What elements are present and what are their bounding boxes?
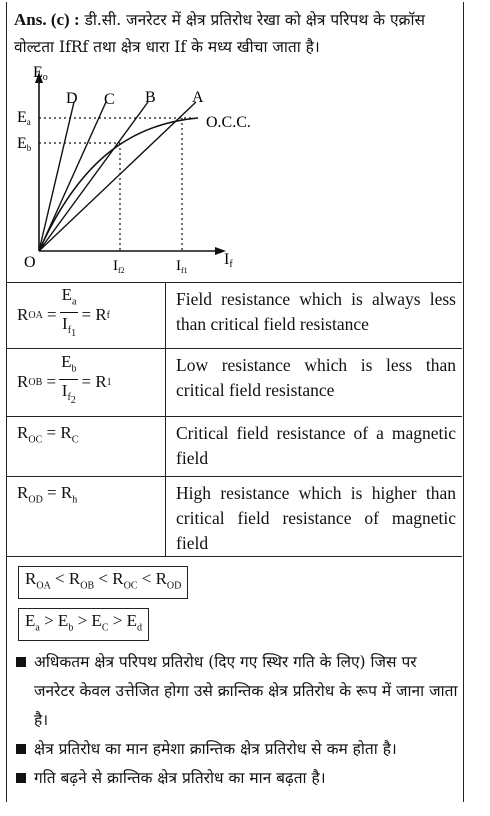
line-A [39,102,196,251]
occ-curve [39,118,198,251]
description-cell: Low resistance which is less than critical field resistance [166,349,463,417]
label-B: B [145,89,156,106]
x-axis-label: If [224,251,233,270]
ea-label: Ea [17,109,31,127]
if1-label: $I_{f1}$ [176,258,188,275]
answer-label: Ans. (c) : [14,10,80,29]
formula-cell: R OA = $\frac{E_a}{I_{f_1}}$ = R f [7,283,166,349]
label-C: C [104,91,115,108]
list-item: गति बढ़ने से क्रान्तिक क्षेत्र प्रतिरोध का मान बढ़ता है। [14,764,458,793]
label-D: D [66,90,78,107]
bullet-list [14,648,458,793]
formula-cell: $R_{OC} = R_C$ [7,417,166,477]
origin-label: O [24,254,36,271]
y-axis-label: Eo [33,64,48,83]
field-resistance-graph [8,64,456,282]
formula-cell: $R_{OD} = R_h$ [7,477,166,557]
square-bullet-icon [16,744,26,754]
voltage-relation: $E_a > E_b > E_C > E_d$ [18,608,149,641]
table-row [7,417,462,477]
eb-label: Eb [17,135,32,153]
resistance-table [7,282,462,557]
table-row [7,283,462,349]
list-item: क्षेत्र प्रतिरोध का मान हमेशा क्रान्तिक क्षेत्र प्रतिरोध से कम होता है। [14,735,458,764]
formula-cell: R OB = $\frac{E_b}{I_{f_2}}$ = R 1 [7,349,166,417]
description-cell: Field resistance which is always less than critical field resistance [166,283,463,349]
description-cell: High resistance which is higher than critical field resistance of magnetic field [166,477,463,557]
label-A: A [192,89,204,106]
intro-text: डी.सी. जनरेटर में क्षेत्र प्रतिरोध रेखा को क्षेत्र परिपथ के एक्रॉस वोल्टता IfRf तथा क्षेत्र धारा If के मध्य खीचा जाता है। [14,11,425,56]
if2-label: $I_{f2}$ [113,258,125,275]
line-D [39,102,74,251]
intro-paragraph [14,6,456,61]
table-row [7,349,462,417]
resistance-relation: $R_{OA} < R_{OB} < R_{OC} < R_{OD}$ [18,566,188,599]
square-bullet-icon [16,773,26,783]
description-cell: Critical field resistance of a magnetic field [166,417,463,477]
square-bullet-icon [16,657,26,667]
list-item: अधिकतम क्षेत्र परिपथ प्रतिरोध (दिए गए स्थिर गति के लिए) जिस पर जनरेटर केवल उत्तेजित होगा उसे क्रान्तिक क्षेत्र प्रतिरोध के रूप में जाना जाता है। [14,648,458,735]
occ-label: O.C.C. [206,114,251,131]
table-row [7,477,462,557]
line-B [39,102,148,251]
